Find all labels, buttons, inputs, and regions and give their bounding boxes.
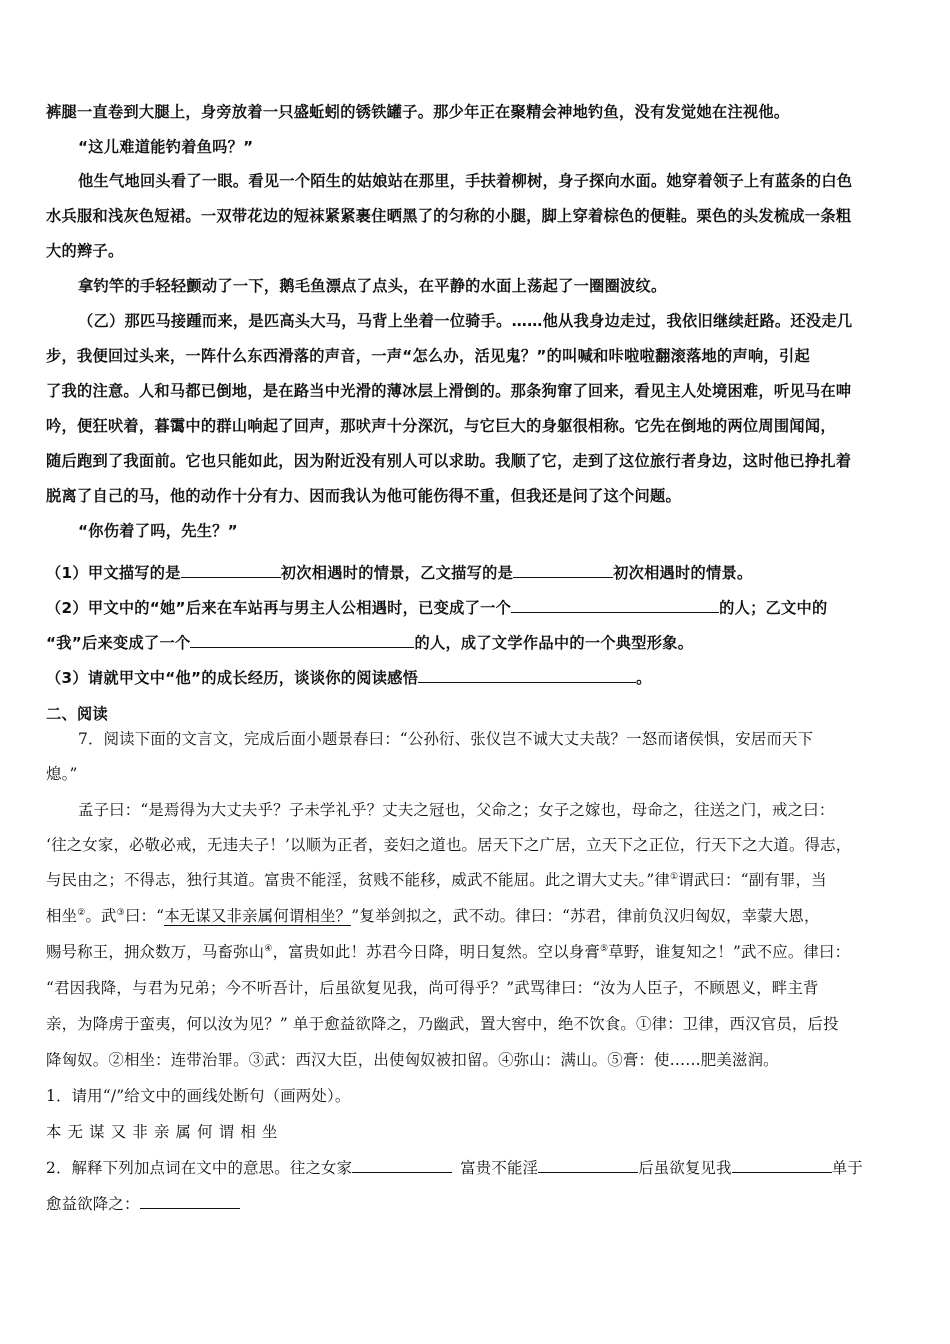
question-6-2-middle: 的人；乙文中的 (719, 598, 828, 617)
classical-para-line-3-a: 与民由之；不得志，独行其道。富贵不能淫，贫贱不能移，威武不能屈。此之谓大丈夫。”律 (46, 871, 670, 889)
passage-b-line-2: 步，我便回过头来，一阵什么东西滑落的声音，一声“怎么办，活见鬼？”的叫喊和咔啦啦翻滚落地的声响，引起 (46, 347, 810, 365)
footnote-marker-5: ⑤ (599, 943, 609, 954)
sub-question-2-prefix: 2．解释下列加点词在文中的意思。往之女家 (46, 1159, 353, 1178)
sub-question-2-item-4: 单于 (831, 1159, 863, 1178)
classical-para-line-2: ‘往之女家，必敬必戒，无违夫子！’以顺为正者，妾妇之道也。居天下之广居，立天下之正位，行天下之大道。得志， (46, 836, 852, 854)
classical-para-line-4-b: 。武 (85, 907, 117, 925)
classical-para-line-5 (46, 940, 850, 962)
passage-b-line-3: 了我的注意。人和马都已倒地，是在路当中光滑的薄冰层上滑倒的。那条狗窜了回来，看见主人处境困难，听见马在呻 (46, 382, 852, 400)
sub-question-2-item-2: 富贵不能淫 (460, 1159, 539, 1178)
sub-question-2-item-4-text: 愈益欲降之： (46, 1195, 140, 1214)
answer-blank-4[interactable] (190, 631, 414, 648)
section-heading: 二、阅读 (46, 705, 108, 723)
classical-para-line-6: “君因我降，与君为兄弟；今不听吾计，后虽欲复见我，尚可得乎？”武骂律曰：“汝为人臣子，不顾恩义，畔主背 (46, 979, 819, 997)
question-6-2 (46, 596, 828, 618)
classical-para-line-3-b: 谓武曰：“副有罪，当 (678, 871, 827, 889)
underlined-sentence: 本无谋又非亲属何谓相坐？ (164, 907, 352, 925)
answer-blank-5[interactable] (418, 666, 636, 683)
classical-footnotes-line: 降匈奴。②相坐：连带治罪。③武：西汉大臣，出使匈奴被扣留。④弥山：满山。⑤膏：使……肥美滋润。 (46, 1051, 779, 1069)
question-6-3 (46, 666, 652, 688)
passage-a-line-6: 拿钓竿的手轻轻颤动了一下，鹅毛鱼漂点了点头，在平静的水面上荡起了一圈圈波纹。 (78, 277, 667, 295)
answer-blank-1[interactable] (181, 561, 281, 578)
question-6-1-suffix: 初次相遇时的情景。 (613, 563, 753, 582)
passage-b-line-1: （乙）那匹马接踵而来，是匹高头大马，马背上坐着一位骑手。……他从我身边走过，我依旧继续赶路。还没走几 (78, 312, 853, 330)
passage-a-line-1: 裤腿一直卷到大腿上，身旁放着一只盛蚯蚓的锈铁罐子。那少年正在聚精会神地钓鱼，没有发觉她在注视他。 (46, 103, 790, 121)
sub-question-2 (46, 1156, 863, 1178)
answer-blank-2[interactable] (513, 561, 613, 578)
sub-question-1-text: 本无谋又非亲属何谓相坐 (46, 1123, 284, 1141)
question-6-2-line2-prefix: “我”后来变成了一个 (46, 633, 191, 652)
footnote-marker-3: ③ (116, 907, 125, 918)
classical-intro-line-2: 熄。” (46, 765, 78, 783)
passage-a-line-3: 他生气地回头看了一眼。看见一个陌生的姑娘站在那里，手扶着柳树，身子探向水面。她穿着领子上有蓝条的白色 (78, 172, 853, 190)
footnote-marker-1: ① (670, 871, 679, 882)
classical-para-line-5-c: 草野，谁复知之！”武不应。律曰： (608, 943, 851, 961)
passage-b-line-5: 随后跑到了我面前。它也只能如此，因为附近没有别人可以求助。我顺了它，走到了这位旅行者身边，这时他已挣扎着 (46, 452, 852, 470)
sub-question-2-item-3: 后虽欲复见我 (638, 1159, 732, 1178)
classical-para-line-4-a: 相坐 (46, 907, 78, 925)
question-6-2-line2-suffix: 的人，成了文学作品中的一个典型形象。 (414, 633, 694, 652)
question-6-2-prefix: （2）甲文中的“她”后来在车站再与男主人公相遇时，已变成了一个 (46, 598, 512, 617)
question-6-3-suffix: 。 (636, 668, 652, 687)
question-6-1-middle: 初次相遇时的情景，乙文描写的是 (280, 563, 514, 582)
answer-blank-7[interactable] (538, 1156, 638, 1173)
classical-para-line-7: 亲，为降虏于蛮夷，何以汝为见？” 单于愈益欲降之，乃幽武，置大窖中，绝不饮食。①律：卫律，西汉官员，后投 (46, 1015, 839, 1033)
classical-para-line-5-b: ，富贵如此！苏君今日降，明日复然。空以身膏 (272, 943, 600, 961)
classical-para-line-3 (46, 868, 827, 890)
passage-a-line-4: 水兵服和浅灰色短裙。一双带花边的短袜紧紧裹住晒黑了的匀称的小腿，脚上穿着棕色的便鞋。栗色的头发梳成一条粗 (46, 207, 852, 225)
sub-question-1: 1．请用“/”给文中的画线处断句（画两处）。 (46, 1087, 351, 1105)
footnote-marker-4: ④ (264, 943, 273, 954)
classical-para-line-5-a: 赐号称王，拥众数万，马畜弥山 (46, 943, 265, 961)
passage-a-line-2: “这儿难道能钓着鱼吗？” (78, 138, 254, 156)
classical-para-line-4-c: 曰：“ (124, 907, 165, 925)
classical-para-line-1: 孟子曰：“是焉得为大丈夫乎？子未学礼乎？丈夫之冠也，父命之；女子之嫁也，母命之，往送之门，戒之曰： (78, 801, 835, 819)
classical-para-line-4 (46, 904, 820, 926)
passage-b-line-4: 吟，便狂吠着，暮霭中的群山响起了回声，那吠声十分深沉，与它巨大的身躯很相称。它先在倒地的两位周围闻闻， (46, 417, 836, 435)
classical-intro-line-1: 7．阅读下面的文言文，完成后面小题景春曰：“公孙衍、张仪岂不诚大丈夫哉？一怒而诸侯惧，安居而天下 (78, 730, 814, 748)
passage-a-line-5: 大的辫子。 (46, 242, 124, 260)
answer-blank-9[interactable] (140, 1192, 240, 1209)
answer-blank-3[interactable] (511, 596, 719, 613)
footnote-marker-2: ② (77, 907, 86, 918)
answer-blank-6[interactable] (352, 1156, 452, 1173)
question-6-3-prefix: （3）请就甲文中“他”的成长经历，谈谈你的阅读感悟 (46, 668, 419, 687)
sub-question-2-continued (46, 1192, 240, 1214)
answer-blank-8[interactable] (732, 1156, 832, 1173)
question-6-1 (46, 561, 752, 583)
passage-b-line-7: “你伤着了吗，先生？” (78, 522, 238, 540)
passage-b-line-6: 脱离了自己的马，他的动作十分有力、因而我认为他可能伤得不重，但我还是问了这个问题。 (46, 487, 681, 505)
question-6-1-prefix: （1）甲文描写的是 (46, 563, 181, 582)
classical-para-line-4-d: ”复举剑拟之，武不动。律曰：“苏君，律前负汉归匈奴，幸蒙大恩， (351, 907, 820, 925)
question-6-2-continued (46, 631, 693, 653)
